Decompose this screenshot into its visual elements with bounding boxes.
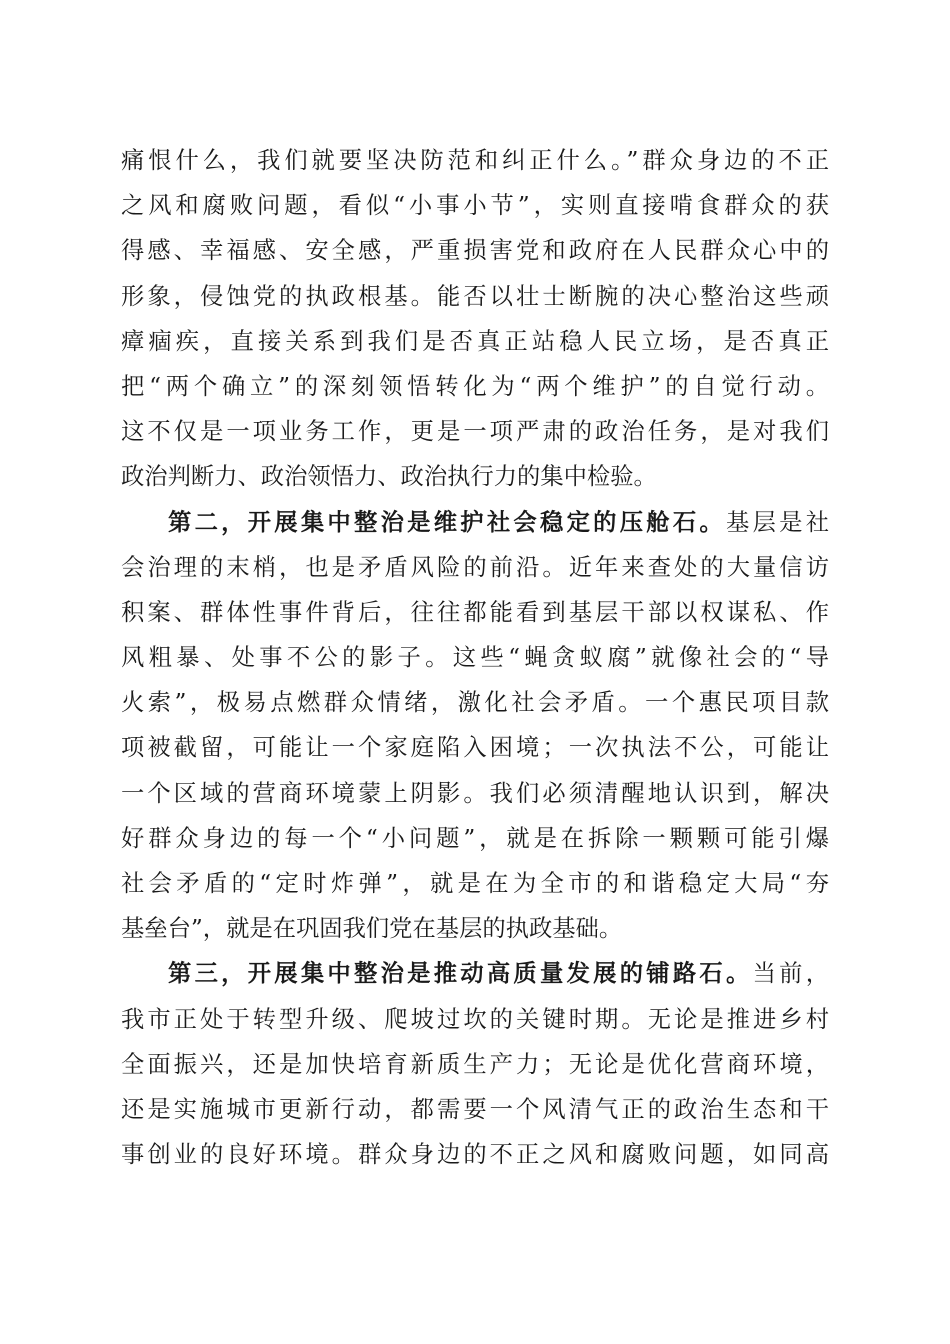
text-line: 事创业的良好环境。群众身边的不正之风和腐败问题，如同高 [121, 1141, 829, 1169]
text-line: 瘴痼疾，直接关系到我们是否真正站稳人民立场，是否真正 [121, 327, 829, 355]
text-span: 当前， [752, 960, 829, 988]
text-line: 会治理的末梢，也是矛盾风险的前沿。近年来查处的大量信访 [121, 553, 829, 581]
text-line: 还是实施城市更新行动，都需要一个风清气正的政治生态和干 [121, 1095, 829, 1123]
text-line: 积案、群体性事件背后，往往都能看到基层干部以权谋私、作 [121, 598, 829, 626]
text-line: 项被截留，可能让一个家庭陷入困境；一次执法不公，可能让 [121, 734, 829, 762]
text-line: 全面振兴，还是加快培育新质生产力；无论是优化营商环境， [121, 1050, 829, 1078]
text-line: 这不仅是一项业务工作，更是一项严肃的政治任务，是对我们 [121, 418, 829, 446]
paragraph-heading: 第二，开展集中整治是维护社会稳定的压舱石。 [168, 508, 726, 536]
paragraph-heading: 第三，开展集中整治是推动高质量发展的铺路石。 [168, 960, 753, 988]
text-line: 之风和腐败问题，看似“小事小节”，实则直接啃食群众的获 [121, 192, 829, 220]
paragraph-first-line [121, 500, 829, 545]
paragraph-2 [121, 500, 829, 952]
text-line: 把“两个确立”的深刻领悟转化为“两个维护”的自觉行动。 [121, 372, 829, 400]
text-line: 火索”，极易点燃群众情绪，激化社会矛盾。一个惠民项目款 [121, 689, 829, 717]
paragraph-1 [121, 138, 829, 500]
paragraph-3 [121, 951, 829, 1177]
text-line: 形象，侵蚀党的执政根基。能否以壮士断腕的决心整治这些顽 [121, 282, 829, 310]
document-page [121, 138, 829, 1177]
text-line: 我市正处于转型升级、爬坡过坎的关键时期。无论是推进乡村 [121, 1005, 829, 1033]
text-line: 得感、幸福感、安全感，严重损害党和政府在人民群众心中的 [121, 237, 829, 265]
text-line: 一个区域的营商环境蒙上阴影。我们必须清醒地认识到，解决 [121, 779, 829, 807]
text-line: 痛恨什么，我们就要坚决防范和纠正什么。”群众身边的不正 [121, 147, 829, 174]
text-line: 政治判断力、政治领悟力、政治执行力的集中检验。 [121, 463, 657, 491]
text-line: 好群众身边的每一个“小问题”，就是在拆除一颗颗可能引爆 [121, 824, 829, 852]
paragraph-first-line [121, 951, 829, 996]
text-span: 基层是社 [726, 508, 829, 536]
text-line: 风粗暴、处事不公的影子。这些“蝇贪蚁腐”就像社会的“导 [121, 644, 829, 672]
text-line: 社会矛盾的“定时炸弹”，就是在为全市的和谐稳定大局“夯 [121, 870, 829, 897]
text-line: 基垒台”，就是在巩固我们党在基层的执政基础。 [121, 915, 623, 943]
